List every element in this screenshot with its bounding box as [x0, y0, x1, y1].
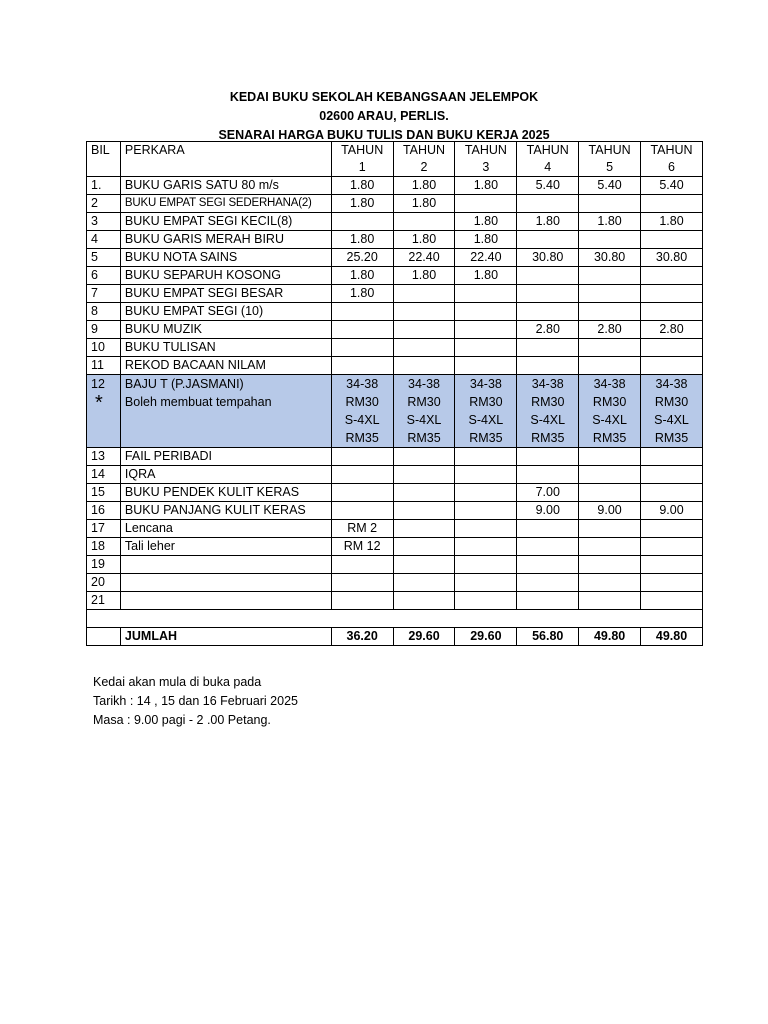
row-item: BUKU EMPAT SEGI SEDERHANA(2) — [120, 195, 331, 213]
price-cell — [579, 231, 641, 249]
price-cell — [393, 502, 455, 520]
table-row — [87, 267, 703, 285]
price-cell — [455, 556, 517, 574]
table-row — [87, 448, 703, 466]
price-cell — [517, 520, 579, 538]
table-row — [87, 466, 703, 484]
price-cell — [393, 466, 455, 484]
row-number: 21 — [87, 592, 121, 610]
row-number-text: 12 — [91, 377, 105, 391]
header-tahun-5 — [579, 142, 641, 177]
price-cell: 7.00 — [517, 484, 579, 502]
shirt-size-small: 34-38 — [469, 377, 502, 391]
header-year-number: 3 — [482, 160, 490, 174]
price-cell — [455, 303, 517, 321]
price-cell — [517, 556, 579, 574]
price-cell — [331, 448, 393, 466]
price-cell — [517, 466, 579, 484]
row-number: 13 — [87, 448, 121, 466]
table-row-shirt — [87, 375, 703, 448]
price-cell — [393, 574, 455, 592]
price-cell — [579, 339, 641, 357]
price-cell — [455, 502, 517, 520]
price-cell — [579, 285, 641, 303]
shirt-price-small: RM30 — [654, 395, 689, 409]
shirt-price-small: RM30 — [345, 395, 379, 409]
price-cell: 25.20 — [331, 249, 393, 267]
header-tahun-label: TAHUN — [402, 143, 446, 157]
shirt-price-cell — [517, 375, 579, 448]
row-number: 4 — [87, 231, 121, 249]
shirt-price-large: RM35 — [592, 431, 627, 445]
price-cell — [517, 303, 579, 321]
row-number: 20 — [87, 574, 121, 592]
header-year-number: 4 — [544, 160, 552, 174]
price-cell — [455, 339, 517, 357]
shirt-price-cell — [641, 375, 703, 448]
price-cell — [579, 303, 641, 321]
shirt-price-large: RM35 — [345, 431, 379, 445]
row-number: 9 — [87, 321, 121, 339]
school-name: KEDAI BUKU SEKOLAH KEBANGSAAN JELEMPOK — [229, 90, 539, 104]
row-item: REKOD BACAAN NILAM — [120, 357, 331, 375]
shirt-price-small: RM30 — [469, 395, 503, 409]
price-cell — [455, 484, 517, 502]
shirt-size-small: 34-38 — [346, 377, 379, 391]
price-cell — [641, 520, 703, 538]
price-cell — [393, 520, 455, 538]
price-cell: 1.80 — [579, 213, 641, 231]
price-cell — [517, 448, 579, 466]
row-number: 10 — [87, 339, 121, 357]
row-item: BUKU GARIS SATU 80 m/s — [120, 177, 331, 195]
price-cell — [641, 592, 703, 610]
price-cell — [641, 556, 703, 574]
header-tahun-label: TAHUN — [464, 143, 507, 157]
price-cell — [393, 448, 455, 466]
shirt-price-cell — [579, 375, 641, 448]
row-item: Lencana — [120, 520, 331, 538]
price-cell — [393, 556, 455, 574]
shirt-price-large: RM35 — [654, 431, 689, 445]
price-cell — [517, 538, 579, 556]
header-year-number: 5 — [606, 160, 614, 174]
header-tahun-label: TAHUN — [341, 143, 384, 157]
table-row — [87, 195, 703, 213]
price-cell — [579, 484, 641, 502]
price-cell: 1.80 — [331, 285, 393, 303]
shirt-price-large: RM35 — [407, 431, 441, 445]
total-value: 56.80 — [517, 628, 579, 646]
price-cell — [579, 267, 641, 285]
row-item: BUKU NOTA SAINS — [120, 249, 331, 267]
document-header — [0, 88, 768, 145]
header-tahun-3 — [455, 142, 517, 177]
shirt-price-small: RM30 — [592, 395, 627, 409]
spacer-row — [87, 610, 703, 628]
price-cell: RM 2 — [331, 520, 393, 538]
shirt-price-small: RM30 — [407, 395, 441, 409]
table-row — [87, 321, 703, 339]
price-cell — [331, 556, 393, 574]
price-cell — [455, 357, 517, 375]
price-cell: 1.80 — [517, 213, 579, 231]
table-row — [87, 538, 703, 556]
price-cell: 1.80 — [455, 177, 517, 195]
price-cell — [331, 466, 393, 484]
price-cell: RM 12 — [331, 538, 393, 556]
asterisk-mark: * — [95, 392, 103, 414]
price-cell: 9.00 — [641, 502, 703, 520]
row-number — [87, 375, 121, 448]
row-item: BUKU TULISAN — [120, 339, 331, 357]
price-cell — [393, 484, 455, 502]
price-cell: 1.80 — [331, 231, 393, 249]
shirt-size-large: S-4XL — [344, 413, 380, 427]
header-tahun-6 — [641, 142, 703, 177]
price-cell — [455, 520, 517, 538]
table-row — [87, 357, 703, 375]
price-cell: 2.80 — [641, 321, 703, 339]
price-cell — [393, 538, 455, 556]
row-number: 17 — [87, 520, 121, 538]
price-cell — [641, 339, 703, 357]
row-item: BUKU EMPAT SEGI KECIL(8) — [120, 213, 331, 231]
header-tahun-2 — [393, 142, 455, 177]
total-value: 49.80 — [579, 628, 641, 646]
price-cell — [331, 213, 393, 231]
header-tahun-1 — [331, 142, 393, 177]
price-cell — [393, 321, 455, 339]
price-cell — [455, 538, 517, 556]
table-row — [87, 231, 703, 249]
total-label: JUMLAH — [120, 628, 331, 646]
price-cell — [641, 195, 703, 213]
price-cell — [331, 321, 393, 339]
price-cell — [641, 303, 703, 321]
total-row — [87, 628, 703, 646]
table-row — [87, 502, 703, 520]
price-cell — [579, 592, 641, 610]
price-cell — [331, 303, 393, 321]
price-cell — [331, 592, 393, 610]
price-cell — [517, 285, 579, 303]
price-cell — [331, 339, 393, 357]
row-item: BUKU EMPAT SEGI (10) — [120, 303, 331, 321]
table-row — [87, 339, 703, 357]
price-cell — [393, 213, 455, 231]
row-number: 11 — [87, 357, 121, 375]
price-cell: 1.80 — [641, 213, 703, 231]
price-cell — [517, 339, 579, 357]
list-title: SENARAI HARGA BUKU TULIS DAN BUKU KERJA 2025 — [218, 128, 550, 142]
price-cell: 5.40 — [579, 177, 641, 195]
price-cell: 1.80 — [331, 195, 393, 213]
price-cell: 22.40 — [455, 249, 517, 267]
price-cell — [579, 357, 641, 375]
price-cell: 1.80 — [393, 195, 455, 213]
total-value: 29.60 — [393, 628, 455, 646]
school-address: 02600 ARAU, PERLIS. — [319, 109, 449, 123]
price-cell: 30.80 — [517, 249, 579, 267]
opening-notes — [93, 673, 298, 730]
row-item: BUKU PENDEK KULIT KERAS — [120, 484, 331, 502]
price-cell — [455, 448, 517, 466]
shirt-order-note: Boleh membuat tempahan — [124, 395, 272, 409]
table-row — [87, 285, 703, 303]
total-value: 29.60 — [455, 628, 517, 646]
price-cell — [393, 339, 455, 357]
price-cell — [455, 285, 517, 303]
header-tahun-label: TAHUN — [526, 143, 569, 157]
row-item: BUKU GARIS MERAH BIRU — [120, 231, 331, 249]
shirt-price-large: RM35 — [469, 431, 503, 445]
spacer-cell — [87, 610, 703, 628]
price-cell — [393, 303, 455, 321]
shirt-size-small: 34-38 — [593, 377, 626, 391]
price-cell: 1.80 — [393, 231, 455, 249]
price-cell: 1.80 — [455, 213, 517, 231]
table-row — [87, 249, 703, 267]
shirt-price-small: RM30 — [531, 395, 565, 409]
price-cell: 22.40 — [393, 249, 455, 267]
price-cell: 1.80 — [393, 267, 455, 285]
header-year-number: 1 — [358, 160, 366, 174]
row-item: BUKU MUZIK — [120, 321, 331, 339]
price-cell — [455, 195, 517, 213]
notes-intro: Kedai akan mula di buka pada — [93, 675, 262, 689]
price-cell: 5.40 — [517, 177, 579, 195]
price-cell — [641, 357, 703, 375]
total-bil-cell — [87, 628, 121, 646]
table-row — [87, 556, 703, 574]
header-tahun-label: TAHUN — [650, 143, 693, 157]
price-cell — [641, 484, 703, 502]
shirt-price-large: RM35 — [531, 431, 565, 445]
price-cell — [579, 520, 641, 538]
price-cell — [517, 357, 579, 375]
shirt-size-small: 34-38 — [531, 377, 564, 391]
price-cell: 30.80 — [641, 249, 703, 267]
row-number: 19 — [87, 556, 121, 574]
row-number: 2 — [87, 195, 121, 213]
price-cell — [579, 556, 641, 574]
price-cell — [641, 466, 703, 484]
table-row — [87, 303, 703, 321]
header-year-number: 2 — [420, 160, 428, 174]
header-tahun-label: TAHUN — [588, 143, 631, 157]
price-cell — [393, 592, 455, 610]
price-cell — [641, 231, 703, 249]
shirt-item-name: BAJU T (P.JASMANI) — [124, 377, 244, 391]
price-cell — [393, 357, 455, 375]
price-cell: 1.80 — [455, 231, 517, 249]
shirt-size-large: S-4XL — [530, 413, 566, 427]
total-value: 36.20 — [331, 628, 393, 646]
row-number: 14 — [87, 466, 121, 484]
row-number: 6 — [87, 267, 121, 285]
price-cell: 2.80 — [517, 321, 579, 339]
price-cell — [331, 484, 393, 502]
shirt-price-cell — [455, 375, 517, 448]
header-perkara: PERKARA — [120, 142, 331, 177]
total-value: 49.80 — [641, 628, 703, 646]
row-item: IQRA — [120, 466, 331, 484]
price-cell — [641, 267, 703, 285]
price-cell — [517, 231, 579, 249]
price-cell — [331, 574, 393, 592]
row-number: 5 — [87, 249, 121, 267]
row-item: BUKU EMPAT SEGI BESAR — [120, 285, 331, 303]
table-row — [87, 213, 703, 231]
notes-dates: Tarikh : 14 , 15 dan 16 Februari 2025 — [93, 694, 298, 708]
price-cell — [517, 592, 579, 610]
row-number: 15 — [87, 484, 121, 502]
row-item: BUKU PANJANG KULIT KERAS — [120, 502, 331, 520]
price-cell — [641, 285, 703, 303]
header-tahun-4 — [517, 142, 579, 177]
table-row — [87, 520, 703, 538]
price-cell — [641, 574, 703, 592]
price-table — [86, 141, 703, 646]
shirt-size-small: 34-38 — [655, 377, 688, 391]
price-cell — [517, 195, 579, 213]
table-row — [87, 574, 703, 592]
row-number: 1. — [87, 177, 121, 195]
shirt-price-cell — [393, 375, 455, 448]
price-cell — [579, 466, 641, 484]
price-cell — [579, 448, 641, 466]
price-cell — [641, 448, 703, 466]
price-cell — [517, 574, 579, 592]
price-cell — [517, 267, 579, 285]
table-row — [87, 592, 703, 610]
price-cell — [393, 285, 455, 303]
shirt-size-large: S-4XL — [592, 413, 627, 427]
price-cell — [455, 466, 517, 484]
price-cell: 30.80 — [579, 249, 641, 267]
row-number: 16 — [87, 502, 121, 520]
price-cell: 2.80 — [579, 321, 641, 339]
table-row — [87, 484, 703, 502]
price-cell — [579, 195, 641, 213]
shirt-size-large: S-4XL — [406, 413, 442, 427]
price-cell: 5.40 — [641, 177, 703, 195]
price-cell: 1.80 — [455, 267, 517, 285]
shirt-size-small: 34-38 — [408, 377, 441, 391]
row-item: Tali leher — [120, 538, 331, 556]
price-cell: 1.80 — [331, 177, 393, 195]
shirt-price-cell — [331, 375, 393, 448]
price-cell: 9.00 — [579, 502, 641, 520]
price-cell — [331, 357, 393, 375]
price-cell — [579, 574, 641, 592]
price-cell — [455, 592, 517, 610]
header-year-number: 6 — [668, 160, 675, 174]
price-cell: 1.80 — [393, 177, 455, 195]
price-cell — [331, 502, 393, 520]
price-cell — [455, 574, 517, 592]
row-number: 3 — [87, 213, 121, 231]
price-cell — [455, 321, 517, 339]
shirt-size-large: S-4XL — [468, 413, 504, 427]
header-bil: BIL — [87, 142, 121, 177]
row-number: 8 — [87, 303, 121, 321]
notes-hours: Masa : 9.00 pagi - 2 .00 Petang. — [93, 713, 271, 727]
row-number: 7 — [87, 285, 121, 303]
row-item: FAIL PERIBADI — [120, 448, 331, 466]
shirt-size-large: S-4XL — [654, 413, 689, 427]
row-item: BUKU SEPARUH KOSONG — [120, 267, 331, 285]
row-item — [120, 556, 331, 574]
row-item — [120, 574, 331, 592]
row-number: 18 — [87, 538, 121, 556]
price-cell: 1.80 — [331, 267, 393, 285]
price-cell — [641, 538, 703, 556]
row-item — [120, 592, 331, 610]
row-item — [120, 375, 331, 448]
price-cell: 9.00 — [517, 502, 579, 520]
price-cell — [579, 538, 641, 556]
table-row — [87, 177, 703, 195]
table-header-row — [87, 142, 703, 177]
